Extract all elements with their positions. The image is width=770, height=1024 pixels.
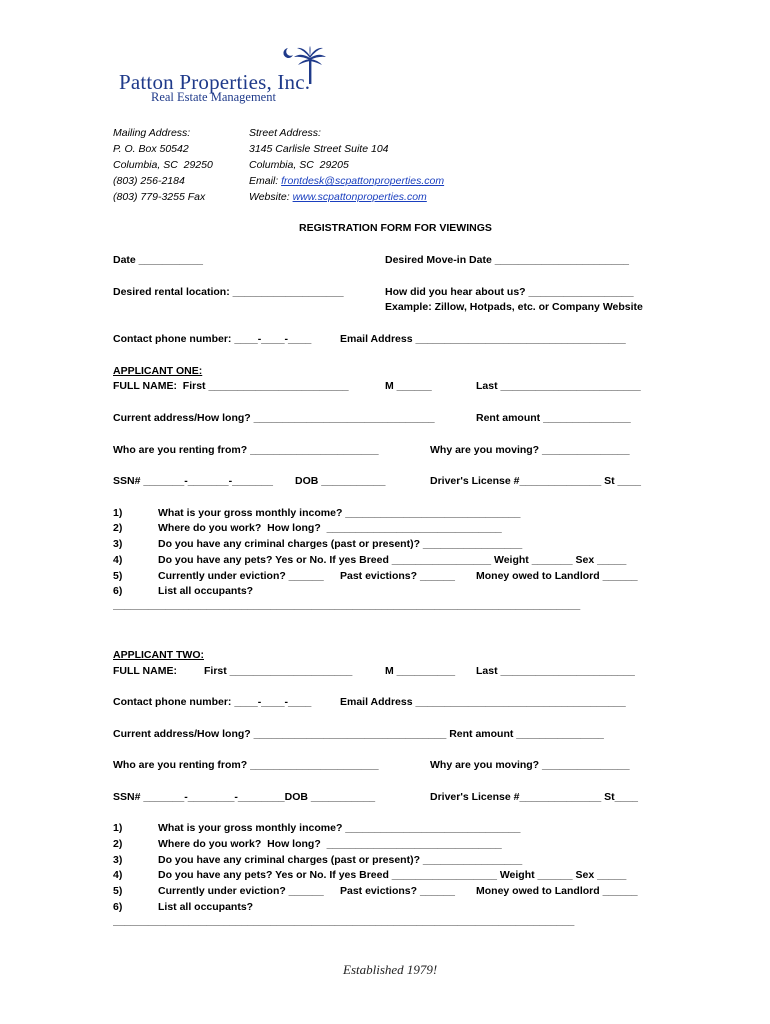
email-link[interactable]: frontdesk@scpattonproperties.com [281,175,445,187]
date-field[interactable]: Date ___________ [113,254,203,266]
street-line1: 3145 Carlisle Street Suite 104 [249,143,389,155]
company-subtitle: Real Estate Management [151,90,276,104]
rental-location-field[interactable]: Desired rental location: ___________________ [113,286,344,298]
a1-q5-money-owed[interactable]: Money owed to Landlord ______ [476,570,638,582]
a1-why-moving-field[interactable]: Why are you moving? _______________ [430,444,630,456]
hear-about-field[interactable]: How did you hear about us? __________________ [385,286,634,298]
a2-first-name-field[interactable]: First _____________________ [204,665,353,677]
a2-q6-occupants[interactable]: List all occupants? [158,901,254,913]
a2-q5-number: 5) [113,885,123,897]
a1-last-name-field[interactable]: Last ________________________ [476,380,641,392]
a1-current-address-field[interactable]: Current address/How long? _______________________________ [113,412,435,424]
a2-full-name-label: FULL NAME: [113,665,177,677]
a2-occupants-line[interactable]: _______________________________________________________________________________ [113,915,575,927]
a2-ssn-dob-field[interactable]: SSN# _______-________-________DOB ___________ [113,791,376,803]
mailing-phone: (803) 256-2184 [113,175,185,187]
a1-q2-work[interactable]: Where do you work? How long? ______________________________ [158,522,502,534]
a1-q5-number: 5) [113,570,123,582]
a2-q2-work[interactable]: Where do you work? How long? ______________________________ [158,838,502,850]
a2-q6-number: 6) [113,901,123,913]
contact-phone-field[interactable]: Contact phone number: ____-____-____ [113,333,312,345]
email-label: Email: [249,175,282,187]
a1-first-name-field[interactable]: FULL NAME: First ________________________ [113,380,349,392]
email-line [249,175,444,187]
a2-q1-number: 1) [113,822,123,834]
a1-q4-number: 4) [113,554,123,566]
website-link[interactable]: www.scpattonproperties.com [292,191,427,203]
applicant-two-heading: APPLICANT TWO: [113,649,204,661]
a1-q1-number: 1) [113,507,123,519]
email-address-field[interactable]: Email Address ____________________________________ [340,333,626,345]
street-city: Columbia, SC 29205 [249,159,349,171]
a1-q6-number: 6) [113,585,123,597]
a1-dob-field[interactable]: DOB ___________ [295,475,386,487]
a2-license-field[interactable]: Driver's License #______________ St____ [430,791,638,803]
mailing-fax: (803) 779-3255 Fax [113,191,206,203]
a1-renting-from-field[interactable]: Who are you renting from? ______________________ [113,444,379,456]
mailing-po-box: P. O. Box 50542 [113,143,189,155]
a1-middle-field[interactable]: M ______ [385,380,432,392]
a2-current-address-field[interactable]: Current address/How long? _________________________________ Rent amount _______________ [113,728,604,740]
a2-renting-from-field[interactable]: Who are you renting from? ______________________ [113,759,379,771]
a2-q4-number: 4) [113,869,123,881]
a2-last-name-field[interactable]: Last _______________________ [476,665,635,677]
a1-q3-number: 3) [113,538,123,550]
a1-ssn-field[interactable]: SSN# _______-_______-_______ [113,475,273,487]
move-in-date-field[interactable]: Desired Move-in Date _______________________ [385,254,630,266]
a2-q5-money-owed[interactable]: Money owed to Landlord ______ [476,885,638,897]
a2-email-address-field[interactable]: Email Address ____________________________________ [340,696,626,708]
a1-q6-occupants[interactable]: List all occupants? [158,585,254,597]
a1-q5-eviction[interactable]: Currently under eviction? ______ [158,570,324,582]
a2-q3-number: 3) [113,854,123,866]
applicant-one-heading: APPLICANT ONE: [113,365,203,377]
a2-q1-income[interactable]: What is your gross monthly income? ______________________________ [158,822,521,834]
a1-q1-income[interactable]: What is your gross monthly income? ______________________________ [158,507,521,519]
a1-q5-past-evictions[interactable]: Past evictions? ______ [340,570,455,582]
a2-contact-phone-field[interactable]: Contact phone number: ____-____-____ [113,696,312,708]
a1-q3-criminal[interactable]: Do you have any criminal charges (past or present)? _________________ [158,538,523,550]
a2-why-moving-field[interactable]: Why are you moving? _______________ [430,759,630,771]
form-title: REGISTRATION FORM FOR VIEWINGS [299,222,492,234]
a2-q5-past-evictions[interactable]: Past evictions? ______ [340,885,455,897]
street-address-label: Street Address: [249,127,321,139]
website-label: Website: [249,191,293,203]
mailing-city: Columbia, SC 29250 [113,159,213,171]
a2-q2-number: 2) [113,838,123,850]
a1-occupants-line[interactable]: ________________________________________________________________________________ [113,599,581,611]
a1-q2-number: 2) [113,522,123,534]
a2-q4-pets[interactable]: Do you have any pets? Yes or No. If yes Breed __________________ Weight ______ Sex _____ [158,869,627,881]
a2-q3-criminal[interactable]: Do you have any criminal charges (past or present)? _________________ [158,854,523,866]
a1-rent-amount-field[interactable]: Rent amount _______________ [476,412,631,424]
company-name: Patton Properties, Inc. [119,70,311,94]
a2-middle-field[interactable]: M __________ [385,665,456,677]
website-line [249,191,427,203]
a1-q4-pets[interactable]: Do you have any pets? Yes or No. If yes Breed _________________ Weight _______ Sex _____ [158,554,627,566]
a1-license-field[interactable]: Driver's License #______________ St ____ [430,475,641,487]
established-footer: Established 1979! [343,962,438,977]
hear-about-example: Example: Zillow, Hotpads, etc. or Company Website [385,301,643,313]
mailing-address-label: Mailing Address: [113,127,191,139]
a2-q5-eviction[interactable]: Currently under eviction? ______ [158,885,324,897]
